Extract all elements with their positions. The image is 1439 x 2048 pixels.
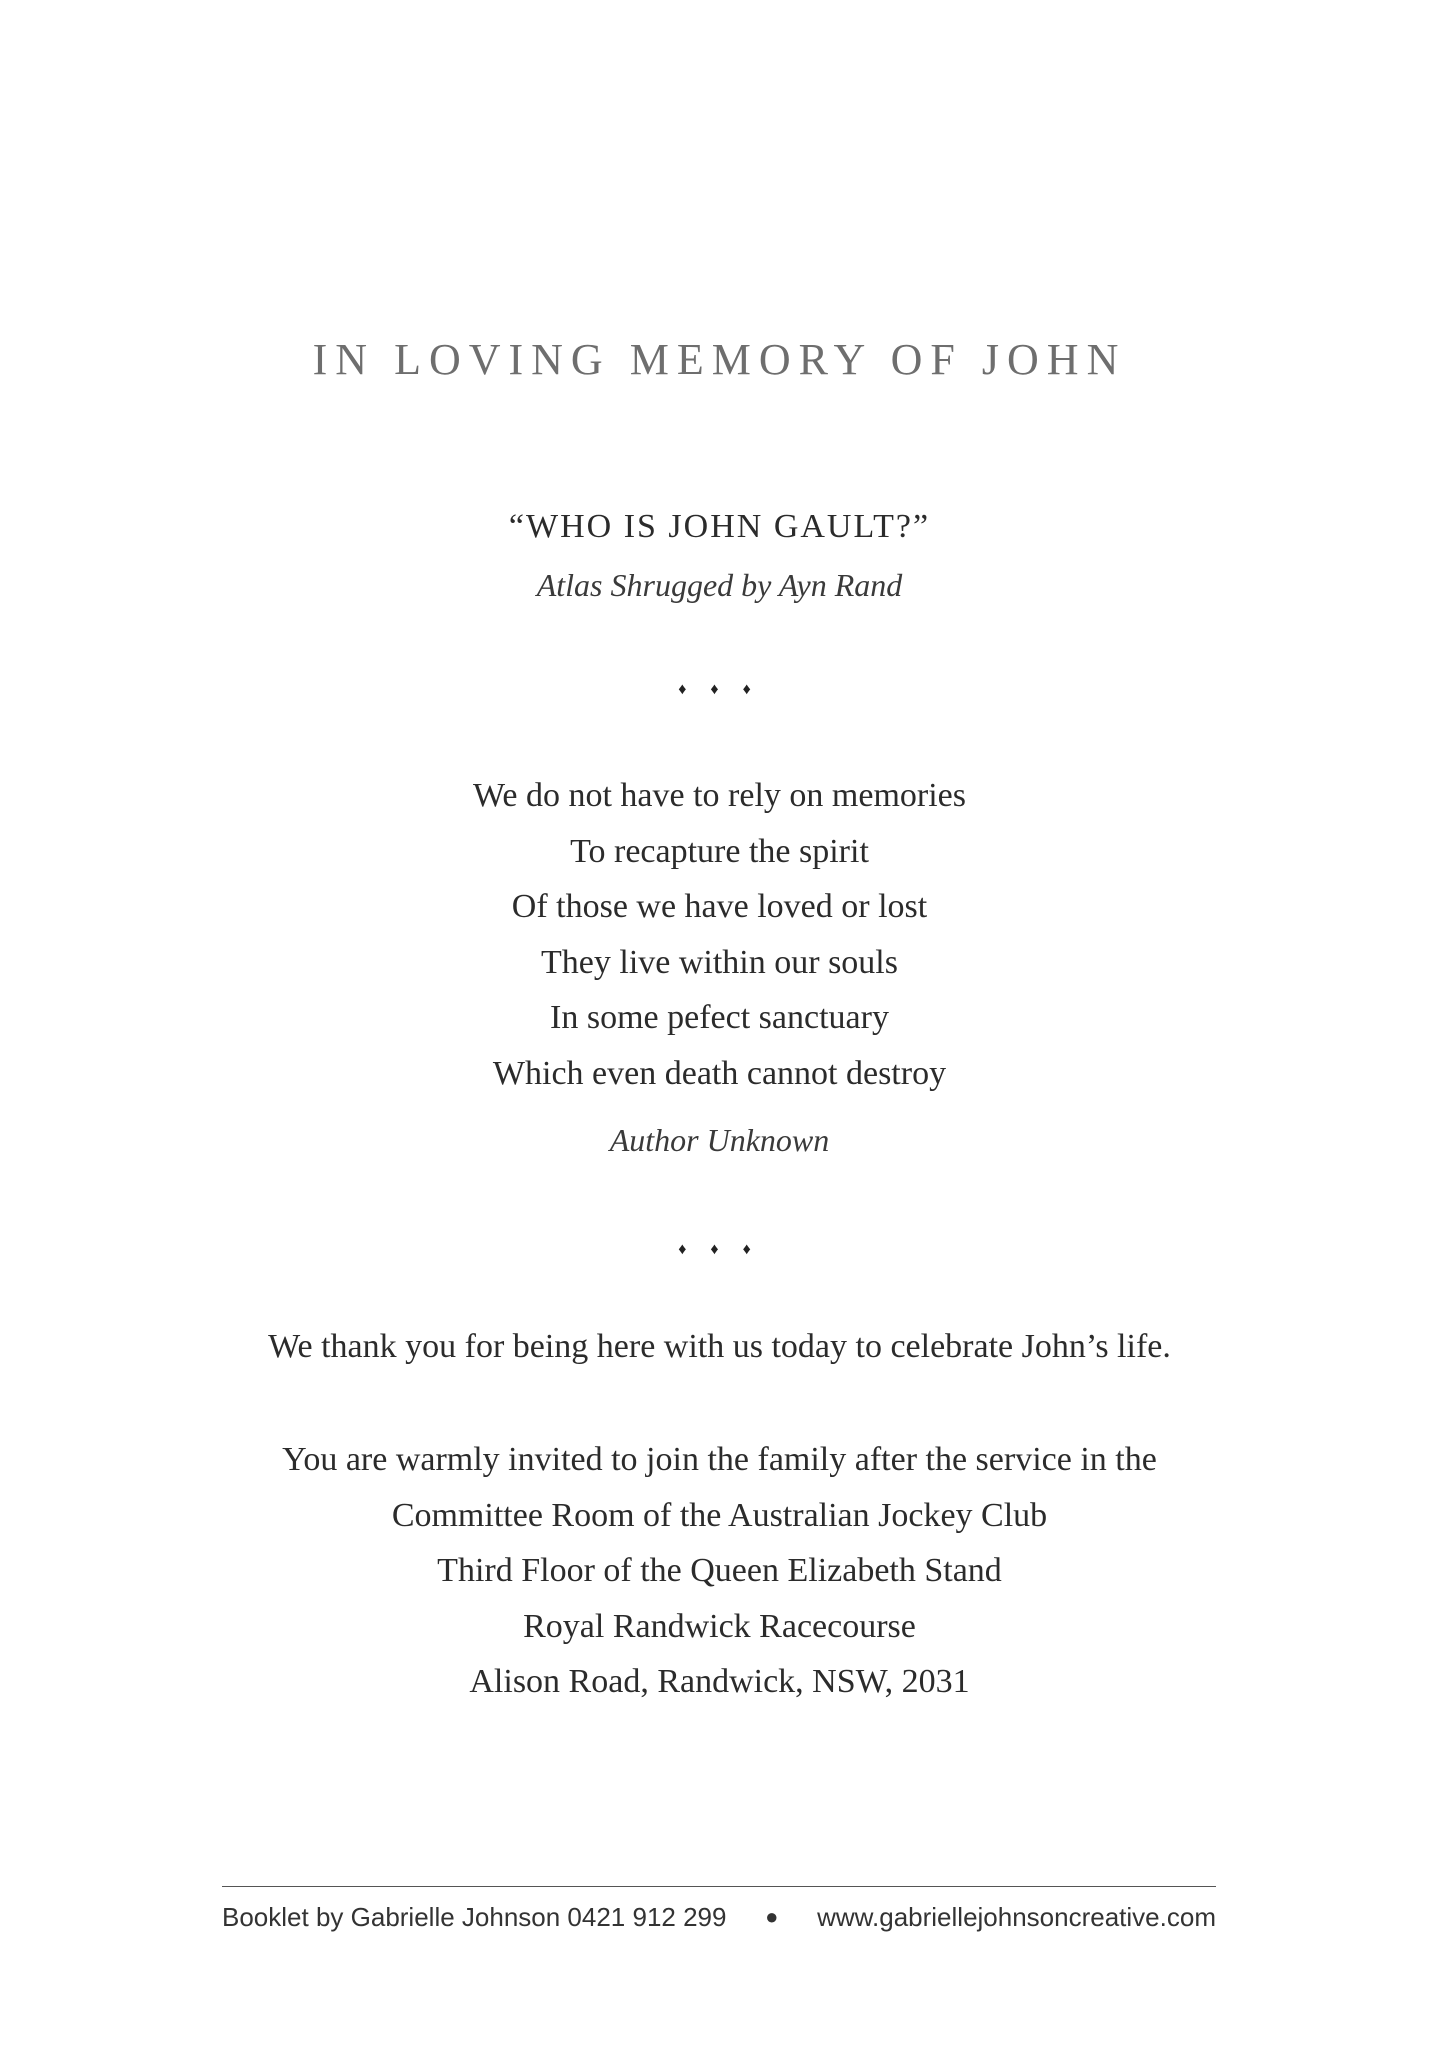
footer-website-link[interactable]: www.gabriellejohnsoncreative.com: [817, 1902, 1216, 1932]
invitation-line: Royal Randwick Racecourse: [523, 1607, 916, 1645]
poem-line: They live within our souls: [541, 943, 898, 981]
poem-author: Author Unknown: [609, 1122, 830, 1158]
invitation: [0, 1432, 1439, 1710]
poem-line: In some pefect sanctuary: [550, 999, 889, 1036]
poem-line: We do not have to rely on memories: [473, 777, 966, 814]
divider-ornament: ♦ ♦ ♦: [678, 1241, 761, 1258]
poem-line: To recapture the spirit: [570, 832, 869, 870]
invitation-line: You are warmly invited to join the family after the service in the: [282, 1441, 1157, 1478]
poem-line: Which even death cannot destroy: [492, 1054, 947, 1092]
footer: [222, 1898, 1216, 1936]
page-title: IN LOVING MEMORY OF JOHN: [312, 335, 1127, 384]
invitation-line: Alison Road, Randwick, NSW, 2031: [469, 1663, 970, 1700]
invitation-line: Committee Room of the Australian Jockey Club: [391, 1496, 1048, 1534]
quote-title: “WHO IS JOHN GAULT?”: [508, 508, 931, 545]
thanks-message: We thank you for being here with us today to celebrate John’s life.: [268, 1328, 1171, 1365]
footer-divider: [222, 1886, 1216, 1887]
poem: [0, 768, 1439, 1101]
footer-credit: Booklet by Gabrielle Johnson 0421 912 299: [222, 1902, 727, 1932]
footer-separator: ●: [765, 1904, 779, 1929]
quote-source: Atlas Shrugged by Ayn Rand: [536, 567, 903, 603]
invitation-line: Third Floor of the Queen Elizabeth Stand: [437, 1552, 1002, 1589]
poem-line: Of those we have loved or lost: [511, 888, 928, 925]
divider-ornament: ♦ ♦ ♦: [678, 681, 761, 698]
